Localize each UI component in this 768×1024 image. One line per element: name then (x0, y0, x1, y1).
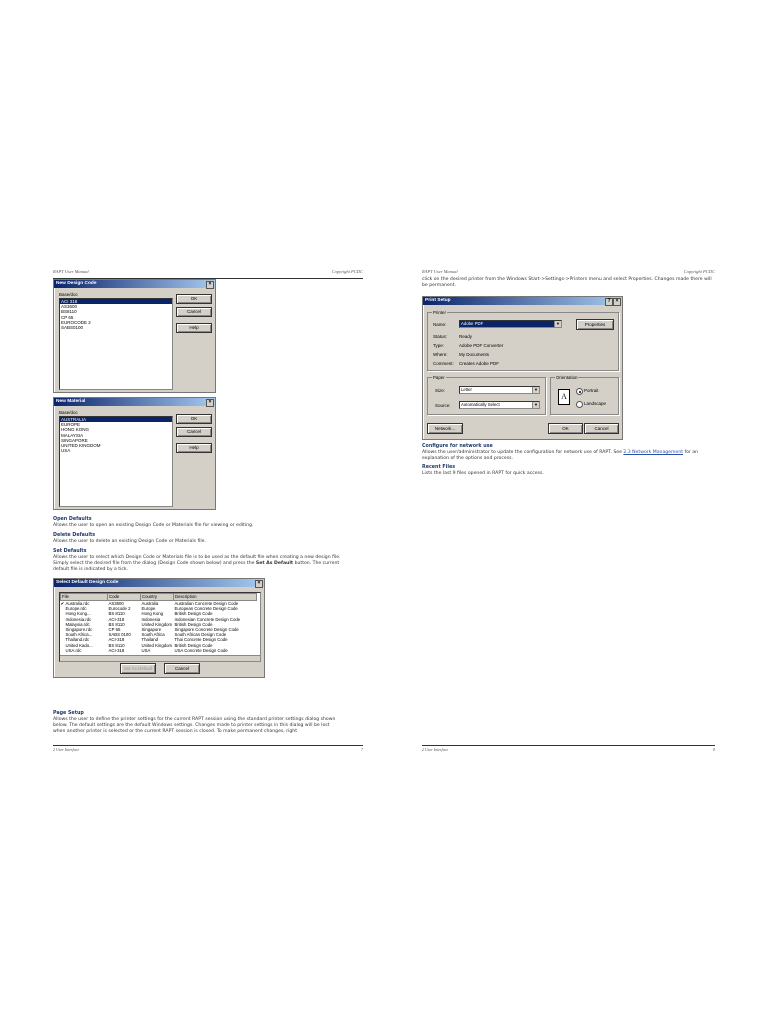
name-label: Name: (433, 322, 447, 327)
section-heading: Set Defaults (53, 549, 87, 554)
where-label: Where: (433, 352, 448, 357)
page-orientation-icon: A (558, 389, 570, 405)
table-cell: Singapore.rdc (65, 627, 93, 633)
new-material-dialog (53, 397, 216, 510)
table-cell: BS 8110 (108, 621, 125, 627)
table-cell: USA Concrete Design Code (174, 647, 228, 653)
footer-left: 2 User Interface (422, 747, 449, 752)
print-setup-dialog (422, 296, 623, 440)
properties-button[interactable]: Properties (576, 319, 614, 330)
table-cell: South African Design Code (174, 632, 227, 638)
right-page (422, 268, 715, 753)
group-title: Paper (433, 375, 445, 380)
table-cell: South Africa... (65, 632, 93, 638)
cancel-button[interactable]: Cancel (584, 423, 619, 434)
chevron-down-icon: ▼ (532, 402, 539, 408)
dialog-title-bar (423, 297, 622, 305)
list-item[interactable]: ACI 318 (60, 299, 172, 304)
recent-files-section (422, 465, 712, 477)
table-cell: British Design Code (174, 642, 213, 648)
header-left: RAPT User Manual (422, 269, 458, 274)
list-item[interactable]: BS8110 (61, 309, 77, 315)
design-code-table[interactable] (59, 592, 261, 662)
set-as-default-button[interactable]: Set As Default (120, 663, 156, 674)
ok-button[interactable]: OK (176, 294, 212, 304)
section-heading: Configure for network use (422, 444, 493, 449)
table-cell: Eurocode 2 (108, 606, 131, 612)
where-value: My Documents (459, 352, 490, 357)
table-cell: United Kingdom (141, 621, 173, 627)
table-cell: Malaysia.rdc (65, 621, 90, 627)
section-heading: Page Setup (53, 711, 84, 716)
close-icon[interactable]: × (255, 580, 263, 588)
page-footer (422, 745, 715, 754)
dialog-title-bar (54, 280, 215, 288)
default-tick-icon: ✔ (60, 601, 65, 606)
column-header[interactable]: Description (174, 594, 257, 601)
printer-name-select[interactable]: Adobe PDF ▼ (459, 320, 562, 328)
dialog-title: Select Default Design Code (56, 580, 119, 585)
table-cell: Europe (141, 606, 156, 612)
section-text: Allows the user to define the printer settings for the current RAPT session using the standard printer settings dialog shown below. The default settings are the default Windows settings. Changes made to printer settings in this dialog will be lost when another printer is selected or the current RAPT session is closed. To make permanent changes, right (53, 717, 336, 734)
page-number: 8 (713, 747, 715, 752)
dialog-title: New Material (56, 399, 86, 404)
table-cell: Indonesia.rdc (65, 616, 92, 622)
page-header (53, 268, 363, 279)
table-cell: BS 8110 (108, 611, 125, 617)
list-item[interactable]: SINGAPORE (61, 437, 88, 443)
table-cell: Europe.rdc (65, 606, 87, 612)
table-row[interactable] (61, 648, 257, 653)
close-icon[interactable]: × (206, 281, 214, 289)
header-left: RAPT User Manual (53, 269, 89, 274)
list-item[interactable]: AUSTRALIA (60, 417, 172, 422)
table-cell: ACI-318 (108, 616, 125, 622)
network-management-link[interactable]: 2.3 Network Management (623, 450, 684, 455)
list-item[interactable]: USA (61, 448, 71, 454)
left-page (53, 268, 363, 753)
close-icon[interactable]: × (206, 399, 214, 407)
column-header[interactable]: Code (108, 594, 141, 601)
list-label: Base/doc (59, 292, 78, 297)
table-cell: USA.rdc (65, 647, 82, 653)
help-button[interactable]: Help (176, 443, 212, 453)
table-cell: Thailand.rdc (65, 637, 90, 643)
cancel-button[interactable]: Cancel (176, 427, 212, 437)
material-list[interactable] (59, 416, 173, 507)
table-cell: Hong Kong... (65, 611, 91, 617)
close-icon[interactable]: × (613, 298, 621, 306)
type-value: Adobe PDF Converter (459, 343, 504, 348)
portrait-radio[interactable] (576, 388, 583, 395)
section-text: Allows the user to select which Design Code or Materials file is to be used as the default file when creating a new design file. Simply select the desired file from the dialog (Design Code shown below) and press the Set As Default button. The current default file is indicated by a tick. (53, 555, 341, 572)
table-cell: BS 8110 (108, 642, 125, 648)
paper-source-select[interactable]: Automatically Select ▼ (459, 401, 540, 409)
dialog-title: Print Setup (425, 298, 451, 303)
source-label: Source: (435, 403, 451, 408)
table-cell: United Kingdom (141, 642, 173, 648)
dialog-title-bar (54, 579, 264, 587)
comment-value: Creates Adobe PDF (459, 361, 500, 366)
group-title: Printer (433, 310, 446, 315)
table-cell: Hong Kong (141, 611, 164, 617)
cancel-button[interactable]: Cancel (164, 663, 200, 674)
select-default-design-code-dialog (53, 578, 265, 678)
network-button[interactable]: Network... (427, 423, 463, 434)
list-item[interactable]: MALAYSIA (61, 432, 84, 438)
new-design-code-dialog (53, 279, 216, 393)
table-cell: USA (141, 647, 151, 653)
table-cell: CP 65 (108, 627, 121, 633)
table-cell: Indonesia (141, 616, 161, 622)
table-cell: South Africa (141, 632, 165, 638)
header-right: Copyright PCDC (331, 269, 363, 274)
paper-size-select[interactable]: Letter ▼ (459, 386, 540, 394)
delete-defaults-section (53, 533, 353, 545)
table-cell: British Design Code (174, 611, 213, 617)
chevron-down-icon: ▼ (532, 387, 539, 393)
help-icon[interactable]: ? (605, 298, 613, 306)
help-button[interactable]: Help (176, 323, 212, 333)
table-cell: ACI-318 (108, 647, 125, 653)
horizontal-scrollbar[interactable] (60, 655, 260, 661)
header-right: Copyright PCDC (683, 269, 715, 274)
list-item[interactable]: UNITED KINGDOM (61, 443, 101, 449)
table-cell: AS3600 (108, 601, 124, 606)
table-cell: ACI-318 (108, 637, 125, 643)
ok-button[interactable]: OK (176, 414, 212, 424)
list-item[interactable]: AS3600 (61, 304, 78, 310)
portrait-label: Portrait (584, 388, 599, 393)
design-code-grid (60, 593, 257, 653)
table-cell: United Kado... (65, 642, 93, 648)
section-heading: Delete Defaults (53, 533, 96, 538)
column-header[interactable]: Country (141, 594, 174, 601)
design-code-list[interactable] (59, 298, 173, 390)
table-cell: SABS 0100 (108, 632, 131, 638)
page-footer (53, 745, 363, 754)
footer-left: 2 User Interface (53, 747, 80, 752)
type-label: Type: (433, 343, 445, 348)
cancel-button[interactable]: Cancel (176, 307, 212, 317)
table-cell: Australia.rdc (65, 601, 90, 606)
table-cell: Australia (141, 601, 159, 606)
set-defaults-section (53, 549, 343, 572)
comment-label: Comment: (433, 361, 454, 366)
column-header[interactable]: File (61, 594, 108, 601)
dialog-title: New Design Code (56, 281, 97, 286)
list-item[interactable]: EUROCODE 2 (61, 319, 91, 325)
list-item[interactable]: EUROPE (61, 422, 81, 428)
section-text: Allows the user/administrator to update the configuration for network use of RAPT. See 2.3 Network Management for an explanation of the options and process. (422, 450, 698, 461)
landscape-label: Landscape (584, 401, 607, 406)
section-heading: Recent Files (422, 465, 456, 470)
table-cell: Thai Concrete Design Code (174, 637, 228, 643)
intro-text: click on the desired printer from the Windows Start->Settings->Printers menu and select Properties. Changes made there will be permanent. (422, 277, 712, 288)
table-cell: British Design Code (174, 621, 213, 627)
page-number: 7 (361, 747, 363, 752)
section-text: Allows the user to delete an existing Design Code or Materials file. (53, 539, 206, 544)
status-value: Ready (459, 334, 473, 339)
list-item[interactable]: SABS0100 (61, 325, 84, 331)
table-cell: Thailand (141, 637, 158, 643)
list-label: Base/doc (59, 410, 78, 415)
page-setup-section (53, 711, 343, 734)
table-cell: Australian Concrete Design Code (174, 601, 239, 606)
table-cell: European Concrete Design Code (174, 606, 238, 612)
list-item[interactable]: HONG KONG (61, 427, 90, 433)
configure-network-section (422, 444, 712, 462)
ok-button[interactable]: OK (548, 423, 583, 434)
dialog-title-bar (54, 398, 215, 406)
table-cell: Singapore Concrete Design Code (174, 627, 239, 633)
table-cell: Indonesian Concrete Design Code (174, 616, 241, 622)
landscape-radio[interactable] (576, 401, 583, 408)
open-defaults-section (53, 517, 353, 529)
table-cell: Singapore (141, 627, 162, 633)
group-title: Orientation (556, 375, 578, 380)
chevron-down-icon: ▼ (554, 321, 561, 327)
status-label: Status: (433, 334, 448, 339)
section-heading: Open Defaults (53, 517, 92, 522)
section-text: Allows the user to open an existing Design Code or Materials file for viewing or editing. (53, 523, 254, 528)
section-text: Lists the last 9 files opened in RAPT for quick access. (422, 471, 544, 476)
paper-group (427, 377, 546, 415)
size-label: Size: (435, 388, 446, 393)
list-item[interactable]: CP 65 (61, 314, 74, 320)
